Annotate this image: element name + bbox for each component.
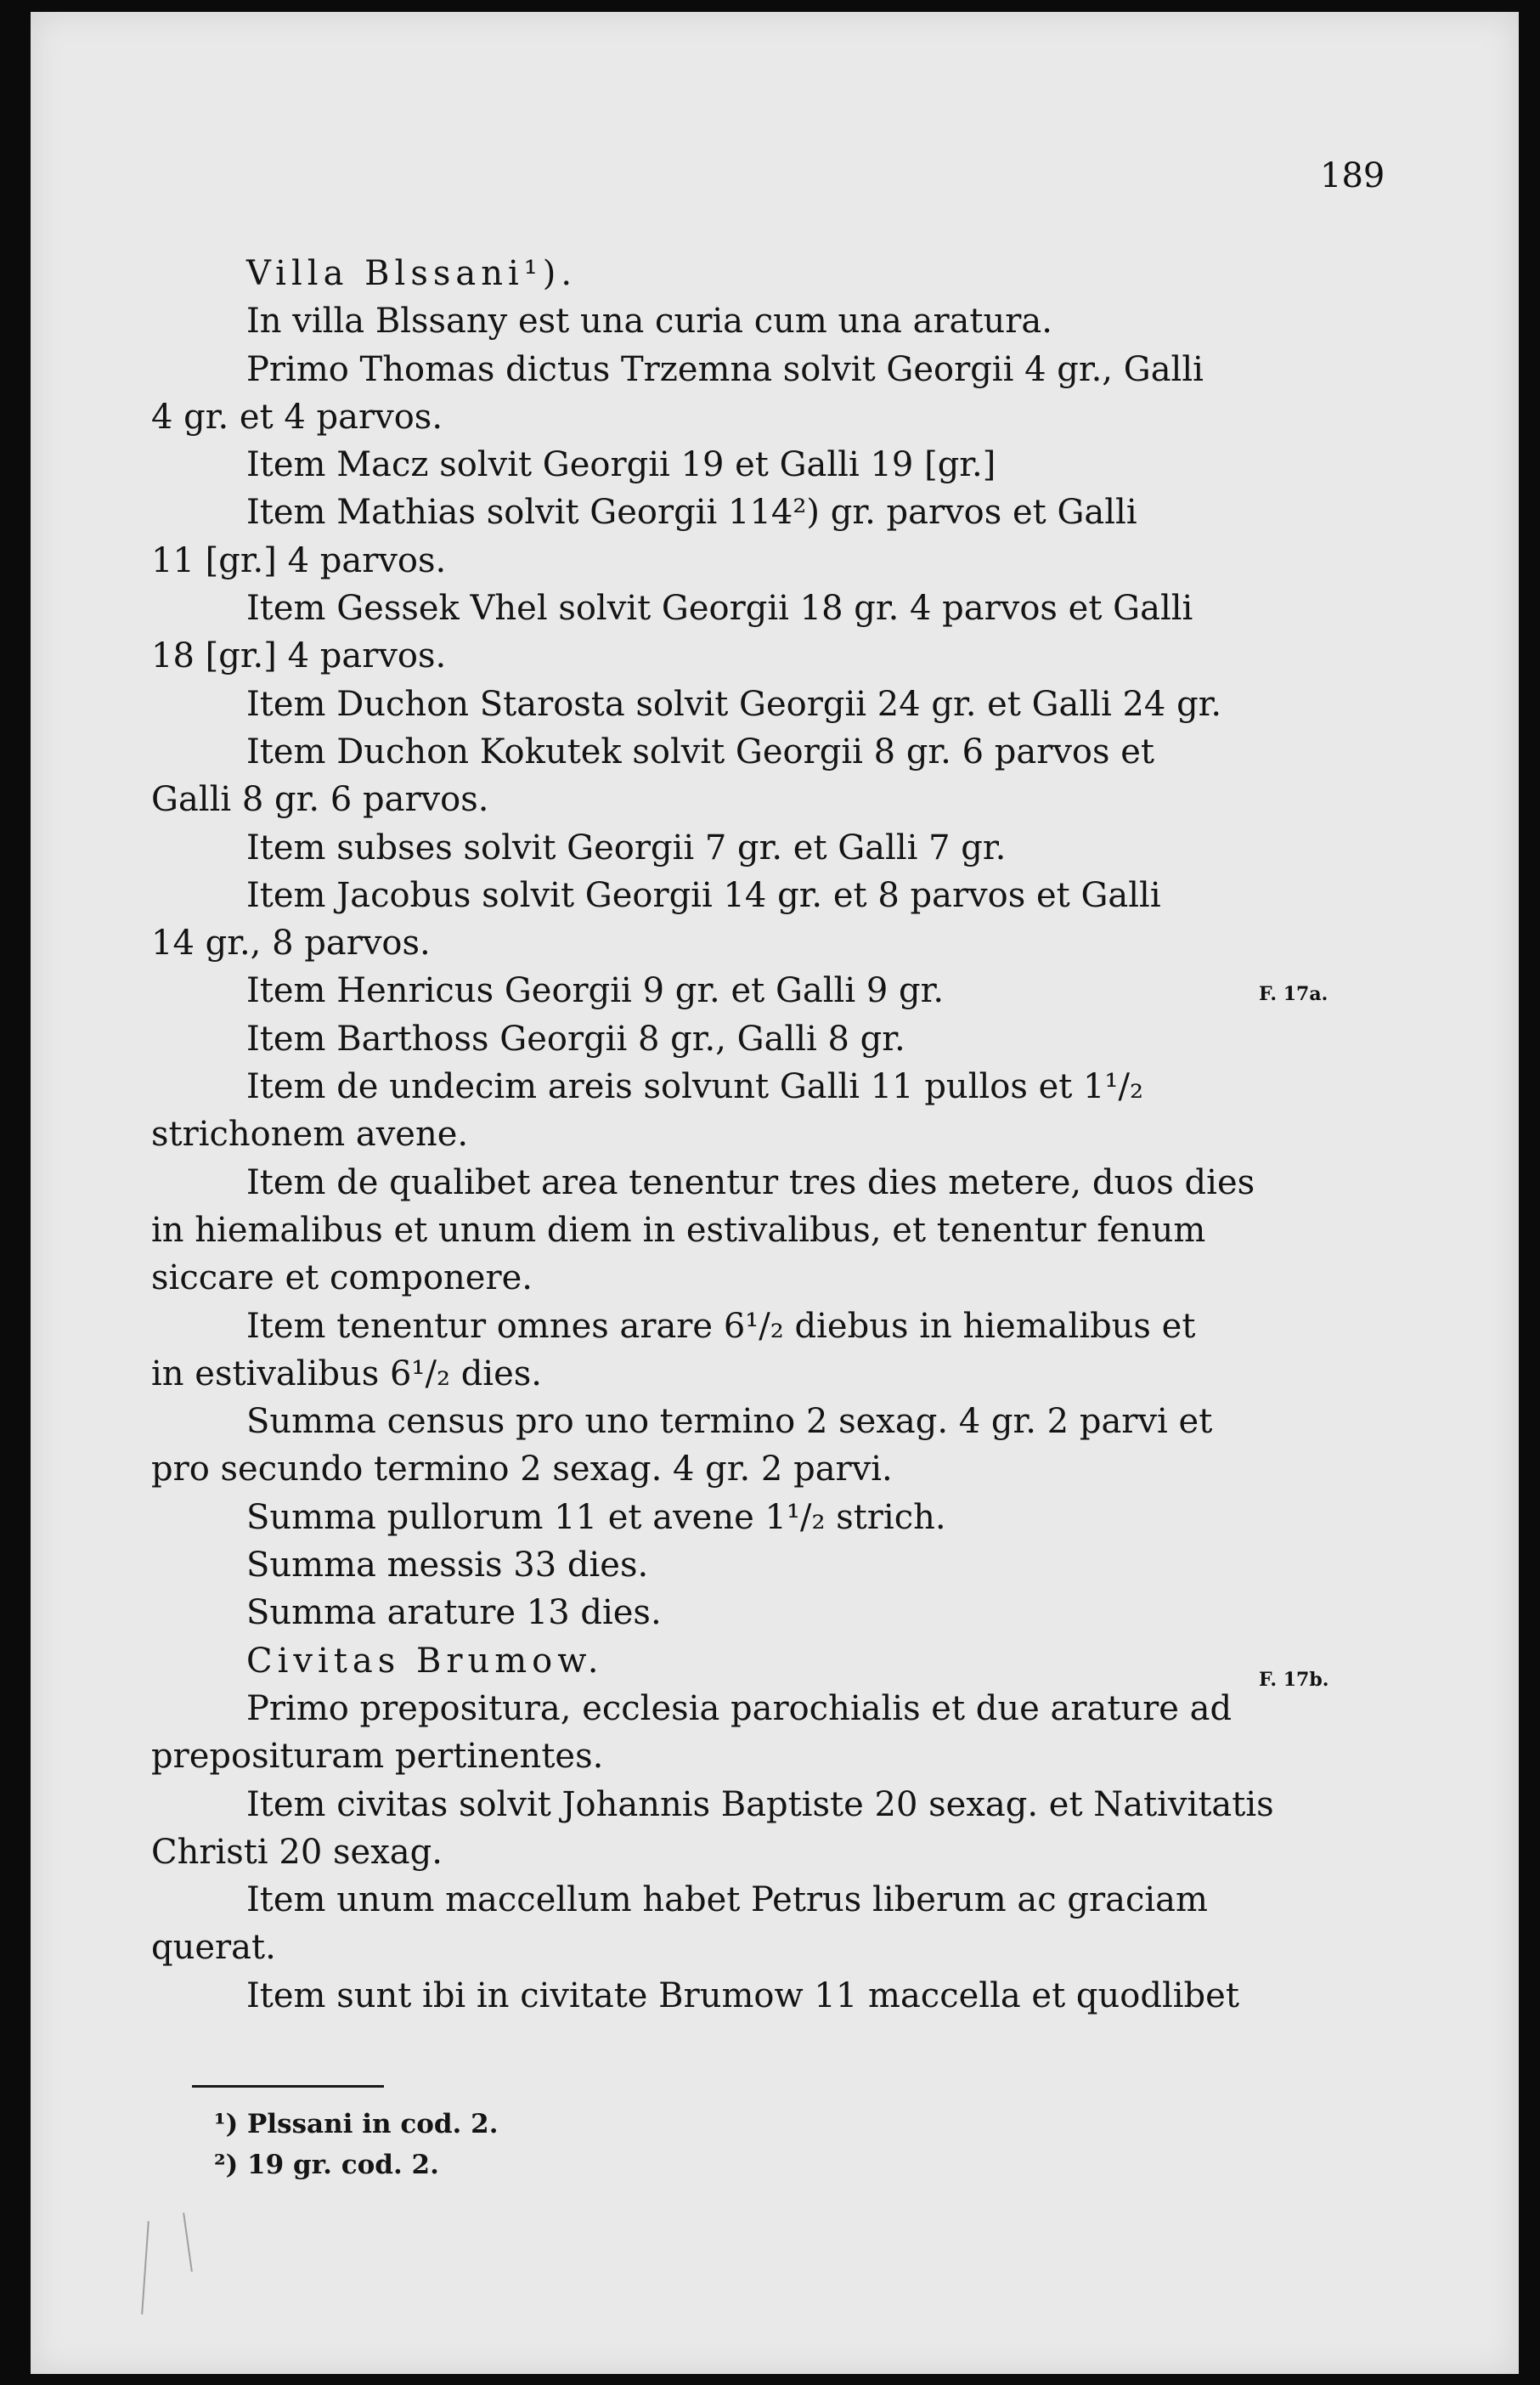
text-line: Item subses solvit Georgii 7 gr. et Galli 7 gr. <box>246 828 1007 868</box>
text-line: Item de undecim areis solvunt Galli 11 pullos et 1¹/₂ <box>246 1067 1144 1107</box>
text-line: 18 [gr.] 4 parvos. <box>151 636 447 676</box>
footnote-2: ²) 19 gr. cod. 2. <box>214 2150 439 2180</box>
text-line: 14 gr., 8 parvos. <box>151 924 431 964</box>
text-line: Item Duchon Starosta solvit Georgii 24 gr. et Galli 24 gr. <box>246 684 1222 724</box>
text-line: querat. <box>151 1928 276 1968</box>
body-text <box>151 250 1306 2020</box>
text-line: Galli 8 gr. 6 parvos. <box>151 780 489 820</box>
margin-note-folio-17b: F. 17b. <box>1259 1669 1329 1691</box>
text-line: Summa messis 33 dies. <box>246 1546 649 1585</box>
text-line: pro secundo termino 2 sexag. 4 gr. 2 parvi. <box>151 1450 893 1489</box>
text-line: In villa Blssany est una curia cum una aratura. <box>246 302 1052 342</box>
text-line: Item Barthoss Georgii 8 gr., Galli 8 gr. <box>246 1019 905 1059</box>
text-line: in hiemalibus et unum diem in estivalibus, et tenentur fenum <box>151 1210 1206 1250</box>
text-line: strichonem avene. <box>151 1115 469 1155</box>
text-line: Villa Blssani¹). <box>246 254 578 293</box>
text-line: Item tenentur omnes arare 6¹/₂ diebus in hiemalibus et <box>246 1306 1196 1346</box>
text-line: Item sunt ibi in civitate Brumow 11 maccella et quodlibet <box>246 1975 1239 2015</box>
text-line: Item de qualibet area tenentur tres dies metere, duos dies <box>246 1162 1255 1202</box>
footnotes <box>214 2104 499 2185</box>
scan-artifact-mark <box>183 2213 193 2272</box>
text-line: preposituram pertinentes. <box>151 1737 604 1777</box>
margin-note-folio-17a: F. 17a. <box>1259 983 1328 1005</box>
text-line: Item unum maccellum habet Petrus liberum ac graciam <box>246 1880 1208 1920</box>
text-line: Item Jacobus solvit Georgii 14 gr. et 8 parvos et Galli <box>246 875 1161 915</box>
text-line: Item Henricus Georgii 9 gr. et Galli 9 gr. <box>246 971 945 1011</box>
text-line: Summa pullorum 11 et avene 1¹/₂ strich. <box>246 1497 946 1537</box>
text-line: Item civitas solvit Johannis Baptiste 20 sexag. et Nativitatis <box>246 1784 1274 1824</box>
text-line: Item Gessek Vhel solvit Georgii 18 gr. 4 parvos et Galli <box>246 589 1193 629</box>
text-line: Primo Thomas dictus Trzemna solvit Georgii 4 gr., Galli <box>246 349 1204 389</box>
text-line: Item Macz solvit Georgii 19 et Galli 19 [gr.] <box>246 445 996 485</box>
footnote-1: ¹) Plssani in cod. 2. <box>214 2109 499 2139</box>
text-line: Summa census pro uno termino 2 sexag. 4 gr. 2 parvi et <box>246 1402 1213 1442</box>
document-page <box>31 12 1519 2374</box>
text-line: siccare et componere. <box>151 1258 533 1298</box>
footnote-divider <box>192 2085 384 2088</box>
text-line: Item Duchon Kokutek solvit Georgii 8 gr. 6 parvos et <box>246 732 1154 771</box>
text-line: Item Mathias solvit Georgii 114²) gr. parvos et Galli <box>246 493 1137 533</box>
scan-artifact-mark <box>141 2221 149 2314</box>
text-line: Primo prepositura, ecclesia parochialis et due arature ad <box>246 1688 1233 1728</box>
text-line: in estivalibus 6¹/₂ dies. <box>151 1354 542 1393</box>
page-number: 189 <box>1320 156 1385 195</box>
text-line: Civitas Brumow. <box>246 1641 604 1681</box>
text-line: Christi 20 sexag. <box>151 1832 443 1872</box>
text-line: 4 gr. et 4 parvos. <box>151 397 443 437</box>
text-line: 11 [gr.] 4 parvos. <box>151 540 447 580</box>
text-line: Summa arature 13 dies. <box>246 1593 662 1633</box>
